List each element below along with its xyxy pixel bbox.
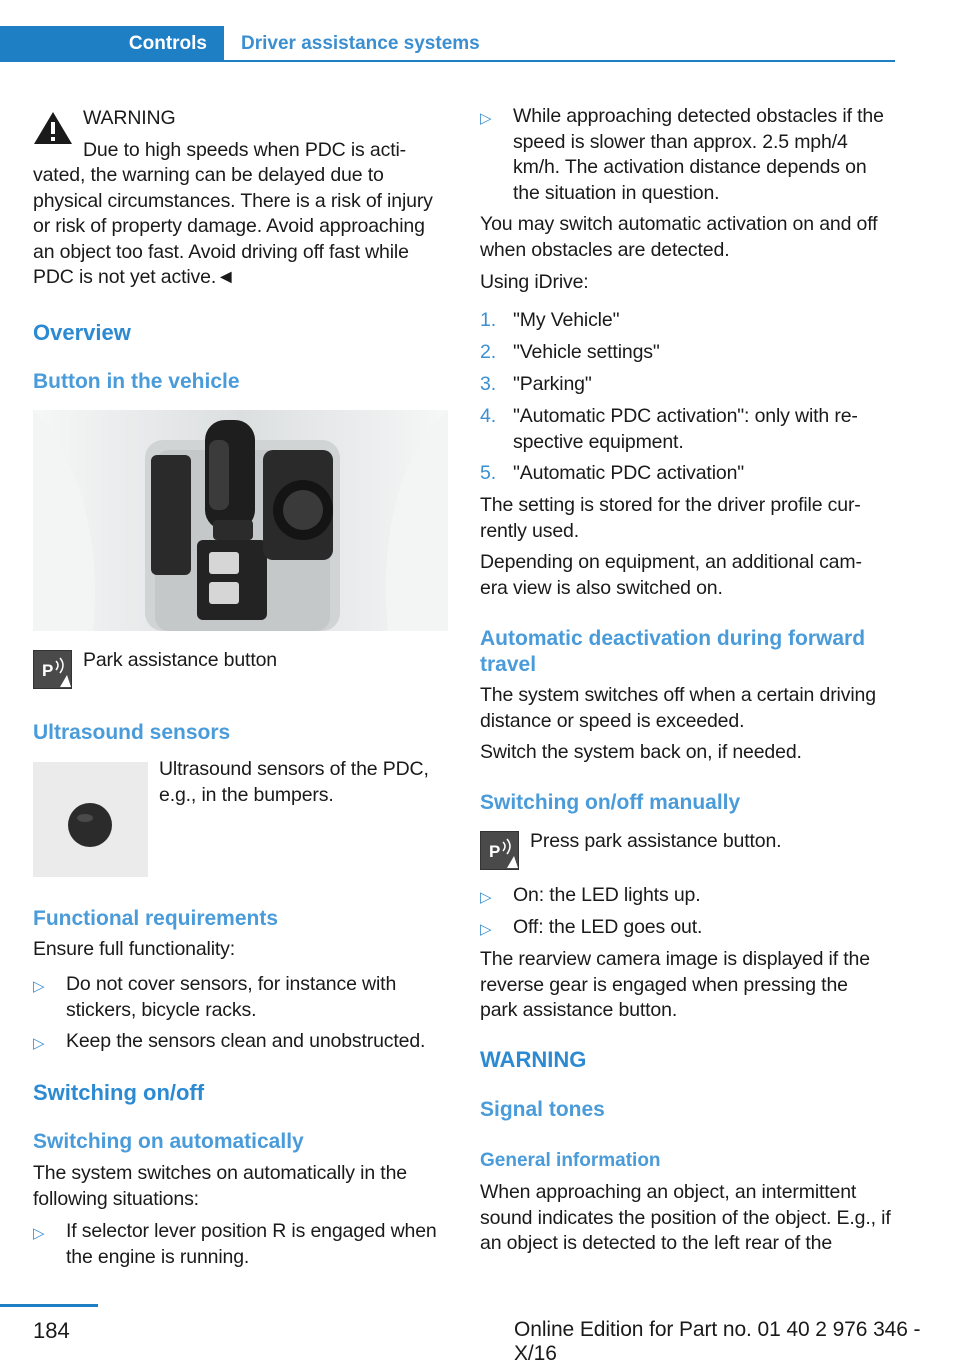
svg-text:P: P <box>42 661 54 680</box>
approach-bullet <box>480 104 890 206</box>
ultrasound-heading: Ultrasound sensors <box>33 721 231 744</box>
bullet-arrow-icon: ▷ <box>33 978 45 995</box>
auto-deactivation-text: The system switches off when a certain driving distance or speed is exceeded. <box>480 684 876 732</box>
bullet-arrow-icon: ▷ <box>480 110 492 127</box>
auto-deactivation-heading: Automatic deactivation during forward travel <box>480 627 866 676</box>
page-header <box>0 26 895 62</box>
page-number: 184 <box>33 1318 70 1343</box>
step-text: "My Vehicle" <box>513 309 620 331</box>
off-bullet <box>480 915 890 941</box>
switch-activation-text: You may switch automatic activation on and off when obstacles are detected. <box>480 213 878 261</box>
bullet-arrow-icon: ▷ <box>33 1225 45 1242</box>
console-photo <box>33 410 448 631</box>
manual-row <box>480 831 898 871</box>
step-text: "Parking" <box>513 373 592 395</box>
functional-bullet-text: Keep the sensors clean and unobstructed. <box>66 1030 426 1052</box>
on-bullet <box>480 883 890 909</box>
idrive-step <box>480 372 890 398</box>
idrive-step <box>480 308 890 334</box>
subsection-tab[interactable]: Driver assistance systems <box>241 33 480 54</box>
general-info-text: When approaching an object, an intermittent sound indicates the position of the object. E.g., if an object is detected to the left rear of the <box>480 1181 891 1254</box>
idrive-step <box>480 461 890 487</box>
warning-triangle-icon <box>33 110 73 146</box>
functional-bullet <box>33 972 448 1023</box>
button-heading: Button in the vehicle <box>33 370 240 393</box>
manual-heading: Switching on/off manually <box>480 791 741 814</box>
switch-back-text: Switch the system back on, if needed. <box>480 741 802 763</box>
warning-heading: WARNING <box>480 1047 587 1072</box>
step-number: 3. <box>480 373 496 395</box>
bullet-arrow-icon: ▷ <box>480 921 492 938</box>
step-number: 4. <box>480 405 496 427</box>
park-button-row <box>33 650 448 690</box>
idrive-step <box>480 340 890 366</box>
step-text: "Vehicle settings" <box>513 341 660 363</box>
step-number: 5. <box>480 462 496 484</box>
edition-text: Online Edition for Part no. 01 40 2 976 346 - X/16 <box>514 1318 921 1362</box>
off-bullet-text: Off: the LED goes out. <box>513 916 703 938</box>
overview-heading: Overview <box>33 320 131 345</box>
warning-first-line: Due to high speeds when PDC is acti- <box>83 139 407 161</box>
using-idrive: Using iDrive: <box>480 271 589 293</box>
footer-rule <box>0 1304 98 1307</box>
auto-on-intro: The system switches on automatically in the following situations: <box>33 1162 407 1210</box>
step-number: 2. <box>480 341 496 363</box>
signal-tones-heading: Signal tones <box>480 1098 605 1121</box>
general-info-heading: General information <box>480 1150 661 1171</box>
functional-bullet-text: Do not cover sensors, for instance with stickers, bicycle racks. <box>66 973 397 1021</box>
on-bullet-text: On: the LED lights up. <box>513 884 701 906</box>
section-tab[interactable]: Controls <box>0 26 224 62</box>
park-assist-icon <box>33 650 72 689</box>
bullet-arrow-icon: ▷ <box>480 889 492 906</box>
manual-text: Press park assistance button. <box>530 830 782 852</box>
auto-on-bullet <box>33 1219 448 1270</box>
functional-bullet <box>33 1029 448 1055</box>
rearview-text: The rearview camera image is displayed if the reverse gear is engaged when pressing the park assistance button. <box>480 948 870 1021</box>
auto-on-heading: Switching on automatically <box>33 1130 304 1153</box>
camera-text: Depending on equipment, an additional cam- era view is also switched on. <box>480 551 862 599</box>
step-number: 1. <box>480 309 496 331</box>
functional-intro: Ensure full functionality: <box>33 938 236 960</box>
switching-heading: Switching on/off <box>33 1080 205 1105</box>
functional-heading: Functional requirements <box>33 907 279 930</box>
warning-text: vated, the warning can be delayed due to physical circumstances. There is a risk of injury or risk of property damage. Avoid approaching an object too fast. Avoid driving off fast while PDC is not yet active.◄ <box>33 164 433 288</box>
auto-on-bullet-text: If selector lever position R is engaged when the engine is running. <box>66 1220 437 1268</box>
idrive-step <box>480 404 885 455</box>
ultrasound-text: Ultrasound sensors of the PDC, e.g., in the bumpers. <box>159 758 429 806</box>
warning-title: WARNING <box>83 107 176 129</box>
approach-bullet-text: While approaching detected obstacles if the speed is slower than approx. 2.5 mph/4 km/h. The activation distance depends on the situation in question. <box>513 105 884 204</box>
stored-text: The setting is stored for the driver profile cur- rently used. <box>480 494 861 542</box>
header-rule <box>224 60 895 62</box>
ultrasound-sensor-photo <box>33 762 148 877</box>
svg-text:P: P <box>489 842 501 861</box>
step-text: "Automatic PDC activation" <box>513 462 745 484</box>
bullet-arrow-icon: ▷ <box>33 1035 45 1052</box>
park-assist-icon <box>480 831 519 870</box>
park-button-caption: Park assistance button <box>83 649 277 671</box>
step-text: "Automatic PDC activation": only with re- spective equipment. <box>513 405 858 453</box>
